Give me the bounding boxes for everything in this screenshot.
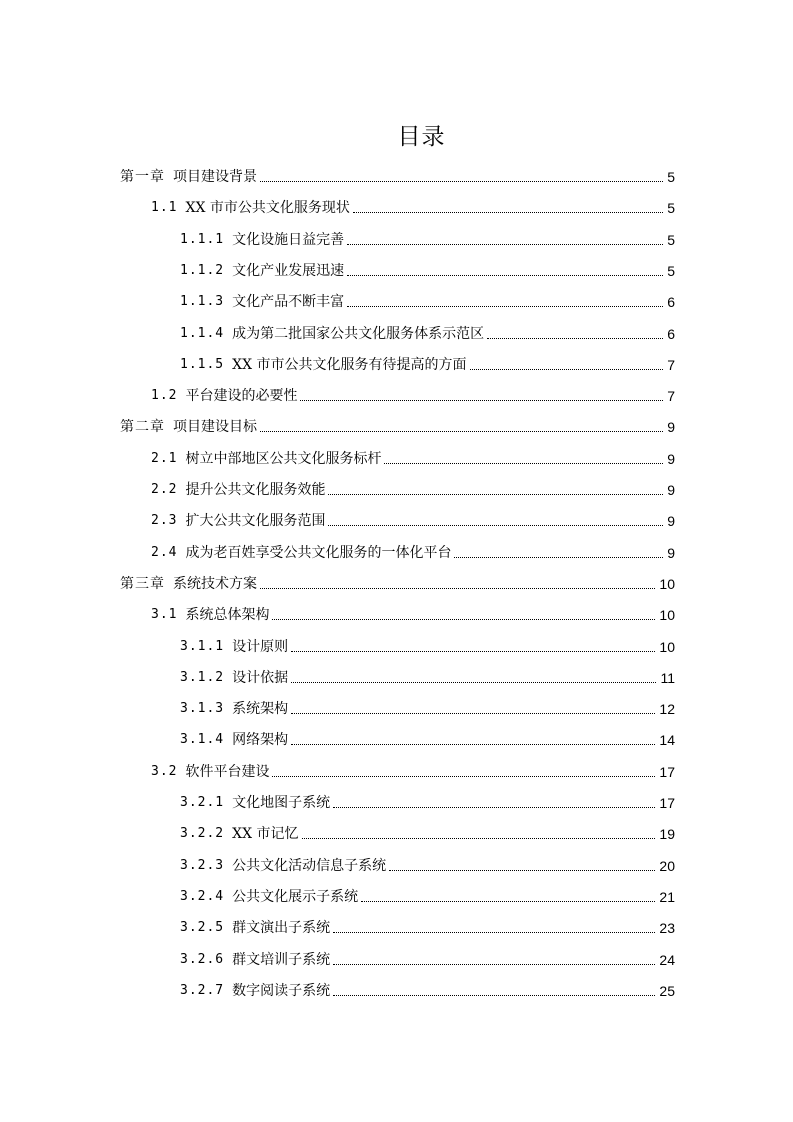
toc-entry-number: 3.1.4: [180, 732, 225, 748]
toc-entry-title: 系统架构: [232, 701, 289, 718]
toc-entry[interactable]: [151, 759, 675, 781]
toc-dot-leader: [302, 838, 656, 839]
toc-entry-title: 设计原则: [232, 638, 289, 655]
toc-dot-leader: [291, 682, 656, 683]
toc-entry-number: 1.1.3: [180, 294, 225, 310]
toc-entry-number: 2.1: [151, 450, 178, 466]
toc-page-number: 10: [659, 575, 675, 592]
toc-entry-number: 3.1.3: [180, 701, 225, 717]
toc-dot-leader: [454, 557, 663, 558]
toc-entry-title: 系统技术方案: [173, 575, 257, 592]
toc-entry[interactable]: [151, 383, 675, 405]
toc-entry[interactable]: [151, 195, 675, 217]
toc-entry-number: 3.2.3: [180, 857, 225, 873]
toc-entry-number: 3.2.6: [180, 951, 225, 967]
toc-entry[interactable]: [151, 477, 675, 499]
toc-dot-leader: [333, 807, 655, 808]
toc-entry-title: 文化产品不断丰富: [232, 294, 345, 311]
toc-dot-leader: [260, 431, 663, 432]
toc-dot-leader: [487, 338, 663, 339]
toc-entry-number: 第三章: [120, 575, 165, 592]
toc-entry-title: 公共文化展示子系统: [232, 888, 359, 905]
toc-entry[interactable]: [180, 665, 675, 687]
toc-dot-leader: [300, 400, 663, 401]
toc-entry-number: 3.2.5: [180, 920, 225, 936]
toc-entry-title: 扩大公共文化服务范围: [185, 513, 326, 530]
toc-page-number: 11: [660, 669, 675, 686]
toc-entry[interactable]: [151, 508, 675, 530]
toc-entry[interactable]: [180, 227, 675, 249]
toc-page-number: 25: [659, 982, 675, 999]
toc-entry-title: 提升公共文化服务效能: [185, 482, 326, 498]
toc-dot-leader: [384, 463, 663, 464]
toc-entry[interactable]: [180, 915, 675, 937]
toc-entry[interactable]: [151, 540, 675, 562]
toc-entry-title: 群文培训子系统: [232, 951, 331, 968]
toc-page-number: 24: [659, 951, 675, 968]
toc-entry-number: 2.2: [151, 482, 178, 497]
toc-page-number: 7: [667, 388, 675, 405]
toc-dot-leader: [347, 306, 663, 307]
toc-entry-number: 3.2: [151, 763, 178, 779]
toc-entry-number: 3.1: [151, 607, 178, 623]
toc-page-number: 14: [659, 732, 675, 749]
toc-dot-leader: [347, 244, 663, 245]
toc-dot-leader: [470, 369, 664, 370]
toc-dot-leader: [291, 744, 655, 745]
toc-page-number: 21: [659, 888, 675, 905]
toc-entry[interactable]: [180, 853, 675, 875]
toc-dot-leader: [260, 181, 663, 182]
toc-entry-number: 2.4: [151, 544, 178, 560]
toc-dot-leader: [260, 588, 655, 589]
toc-entry-title: 软件平台建设: [185, 763, 270, 780]
toc-page-number: 9: [667, 419, 675, 436]
toc-entry-number: 3.2.2: [180, 826, 225, 842]
toc-entry[interactable]: [180, 258, 675, 280]
toc-page-number: 10: [659, 638, 675, 655]
toc-entry-title: 项目建设背景: [173, 169, 257, 185]
toc-entry[interactable]: [180, 947, 675, 969]
toc-dot-leader: [333, 995, 655, 996]
toc-page-number: 20: [659, 857, 675, 874]
toc-dot-leader: [328, 525, 663, 526]
toc-entry-title: 成为第二批国家公共文化服务体系示范区: [232, 325, 485, 342]
toc-entry[interactable]: [180, 696, 675, 718]
toc-entry-number: 3.1.1: [180, 638, 225, 654]
toc-page-number: 5: [667, 169, 675, 185]
toc-entry-number: 1.2: [151, 388, 178, 404]
toc-entry-title: 群文演出子系统: [232, 920, 331, 937]
toc-page-number: 6: [667, 325, 675, 342]
toc-entry-number: 3.2.7: [180, 982, 225, 998]
toc-entry-title: 数字阅读子系统: [232, 982, 331, 999]
toc-entry-number: 1.1.5: [180, 356, 225, 372]
toc-page-number: 9: [667, 450, 675, 467]
toc-page-number: 17: [659, 763, 675, 780]
toc-entry-title: 文化地图子系统: [232, 795, 331, 811]
toc-entry[interactable]: [180, 289, 675, 311]
toc-dot-leader: [291, 713, 655, 714]
toc-dot-leader: [272, 776, 655, 777]
toc-dot-leader: [353, 212, 663, 213]
toc-entry-number: 1.1.4: [180, 325, 225, 341]
toc-page-number: 9: [667, 482, 675, 498]
toc-dot-leader: [347, 275, 663, 276]
toc-page-number: 23: [659, 920, 675, 937]
toc-entry[interactable]: [120, 571, 675, 593]
toc-entry-title: 网络架构: [232, 732, 289, 749]
page-title: 目录: [397, 124, 446, 150]
toc-page-number: 9: [667, 544, 675, 561]
toc-entry-number: 2.3: [151, 513, 178, 529]
toc-entry-title: 项目建设目标: [173, 419, 257, 436]
toc-entry[interactable]: [180, 634, 675, 656]
toc-entry-title: XX 市记忆: [232, 826, 299, 843]
toc-page-number: 7: [667, 356, 675, 373]
toc-entry-number: 1.1.2: [180, 262, 225, 278]
toc-entry-number: 1.1: [151, 200, 178, 216]
toc-page-number: 6: [667, 294, 675, 311]
toc-dot-leader: [333, 932, 655, 933]
toc-page-number: 5: [667, 200, 675, 217]
toc-page-number: 19: [659, 826, 675, 843]
toc-entry-title: 设计依据: [232, 669, 289, 686]
toc-entry[interactable]: [180, 790, 675, 812]
toc-dot-leader: [291, 651, 655, 652]
toc-entry-title: 文化设施日益完善: [232, 231, 345, 248]
toc-dot-leader: [328, 494, 663, 495]
toc-entry-number: 3.1.2: [180, 669, 225, 685]
toc-entry-number: 第二章: [120, 419, 165, 436]
toc-page-number: 5: [667, 262, 675, 279]
toc-entry[interactable]: [151, 446, 675, 468]
toc-entry-number: 1.1.1: [180, 231, 225, 247]
toc-entry-title: 树立中部地区公共文化服务标杆: [185, 450, 382, 467]
toc-page-number: 5: [667, 231, 675, 248]
toc-entry[interactable]: [151, 602, 675, 624]
toc-entry[interactable]: [120, 414, 675, 436]
toc-entry[interactable]: [180, 727, 675, 749]
toc-entry-title: 文化产业发展迅速: [232, 262, 345, 279]
toc-page-number: 10: [659, 607, 675, 624]
toc-page-number: 17: [659, 795, 675, 811]
toc-page-number: 12: [659, 701, 675, 718]
toc-entry-title: 公共文化活动信息子系统: [232, 857, 387, 874]
toc-page-number: 9: [667, 513, 675, 530]
toc-dot-leader: [389, 870, 655, 871]
toc-entry-number: 3.2.1: [180, 795, 225, 810]
toc-entry[interactable]: [180, 321, 675, 343]
toc-entry-title: XX 市市公共文化服务现状: [185, 200, 350, 217]
toc-entry-number: 第一章: [120, 169, 165, 185]
toc-dot-leader: [333, 964, 655, 965]
toc-entry[interactable]: [180, 884, 675, 906]
toc-entry-title: XX 市市公共文化服务有待提高的方面: [232, 356, 467, 373]
toc-entry-title: 成为老百姓享受公共文化服务的一体化平台: [185, 544, 452, 561]
toc-dot-leader: [361, 901, 655, 902]
toc-entry[interactable]: [180, 352, 675, 374]
toc-entry-number: 3.2.4: [180, 888, 225, 904]
toc-dot-leader: [272, 619, 655, 620]
toc-entry-title: 平台建设的必要性: [185, 388, 298, 405]
toc-entry[interactable]: [180, 978, 675, 1000]
toc-entry[interactable]: [120, 164, 675, 186]
toc-entry[interactable]: [180, 821, 675, 843]
toc-entry-title: 系统总体架构: [185, 607, 270, 624]
